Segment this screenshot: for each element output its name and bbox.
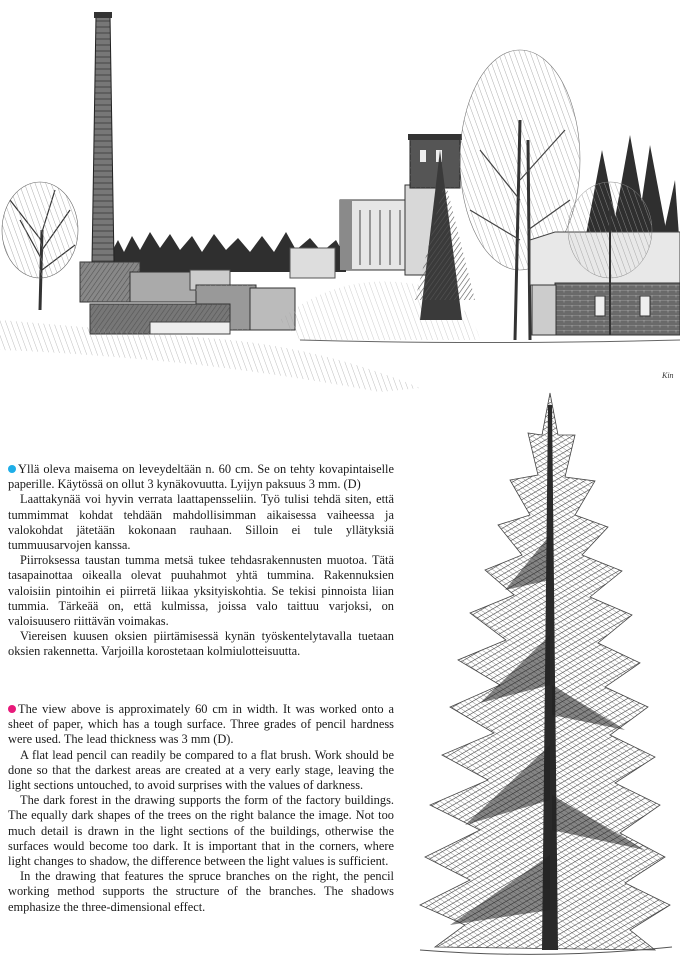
finnish-paragraph-2: Laattakynää voi hyvin verrata laattapensseliin. Työ tulisi tehdä siten, että tummimmat kohdat tehdään mahdollisimman aikaisessa vaiheessa ja valokohdat jätetään kokonaan rauhaan. Silloin ei tule yllätyksiä tummuusarvojen kanssa. [8, 492, 394, 553]
finnish-text-block [8, 462, 394, 660]
finnish-paragraph-1: Yllä oleva maisema on leveydeltään n. 60 cm. Se on tehty kovapintaiselle paperille. Käytössä on ollut 3 kynäkovuutta. Lyijyn paksuus 3 mm. (D) [8, 462, 394, 492]
artist-signature: Kin [662, 371, 674, 380]
english-paragraph-1: The view above is approximately 60 cm in width. It was worked onto a sheet of paper, which has a tough surface. Three grades of pencil hardness were used. The lead thickness was 3 mm (D). [8, 702, 394, 747]
english-paragraph-3: The dark forest in the drawing supports the form of the factory buildings. The equally dark shapes of the trees on the right balance the image. Not too much detail is drawn in the light sections of the buildings, otherwise the surfaces would become too dark. It is important that in the corners, where light changes to shadow, the difference between the light values is sufficient. [8, 793, 394, 869]
factory-chimney [92, 12, 114, 262]
english-paragraph-2: A flat lead pencil can readily be compared to a flat brush. Work should be done so that the darkest areas are created at a very early stage, leaving the light sections untouched, to avoid surprises with the values of darkness. [8, 747, 394, 793]
english-paragraph-4: In the drawing that features the spruce branches on the right, the pencil working method supports the structure of the branches. The shadows emphasize the three-dimensional effect. [8, 869, 394, 914]
birch-tree-left [2, 182, 78, 310]
factory-landscape-drawing [0, 0, 680, 395]
finnish-paragraph-3: Piirroksessa taustan tumma metsä tukee tehdasrakennusten muotoa. Tätä tasapainottaa oikealla olevat puuhahmot yhtä tummina. Rakennuksien valoisiin pintoihin ei piirretä liikaa yksityiskohtia. Se tekisi pinnoista liian tummia. Tärkeää on, että kulmissa, joissa valo taittuu varjoksi, on valoisuusero riittävän voimakas. [8, 553, 394, 629]
cyan-bullet-icon [8, 465, 16, 473]
finnish-paragraph-4: Viereisen kuusen oksien piirtämisessä kynän työskentelytavalla tuetaan oksien rakennetta. Varjoilla korostetaan kolmiulotteisuutta. [8, 629, 394, 659]
english-text-block [8, 702, 394, 915]
spruce-tree-drawing [410, 385, 680, 960]
ground-line [300, 340, 680, 343]
magenta-bullet-icon [8, 705, 16, 713]
